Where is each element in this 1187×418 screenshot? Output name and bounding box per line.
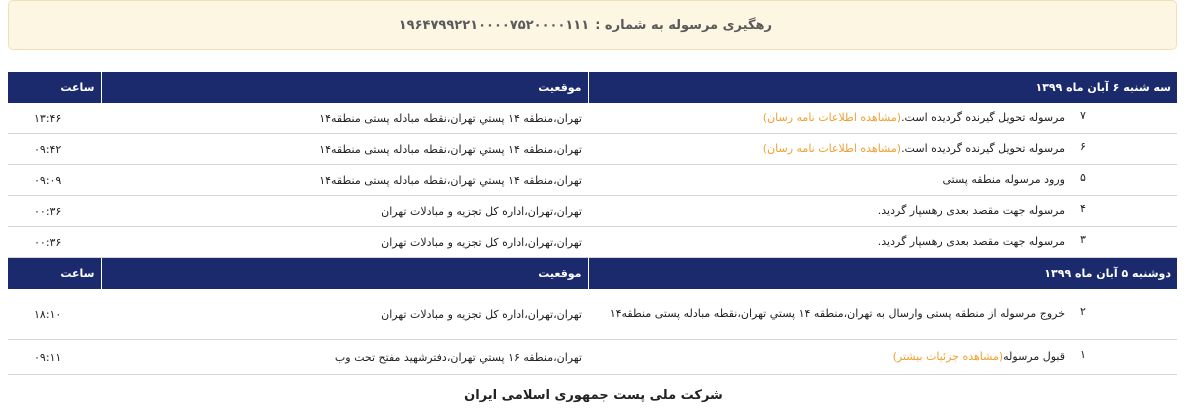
group-header (8, 258, 1177, 290)
view-more-details-link[interactable]: (مشاهده جزئیات بیشتر) (892, 350, 1004, 363)
time-header: ساعت (8, 258, 101, 290)
time-header: ساعت (8, 72, 101, 103)
row-time: ۰۹:۴۲ (8, 134, 101, 165)
footer-company-name: شرکت ملی پست جمهوری اسلامی ایران (464, 388, 723, 403)
table-row (8, 340, 1177, 375)
table-row (8, 134, 1177, 165)
row-location: تهران،تهران،اداره کل تجزیه و مبادلات تهران (101, 196, 588, 227)
row-time: ۰۹:۱۱ (8, 340, 101, 375)
row-index: ۳ (1080, 233, 1086, 246)
row-event: مرسوله جهت مقصد بعدی رهسپار گردید. (877, 204, 1065, 217)
tracking-number: ۱۹۶۴۷۹۹۲۲۱۰۰۰۰۷۵۲۰۰۰۰۱۱۱ (398, 17, 590, 33)
row-index: ۴ (1080, 202, 1086, 215)
row-index: ۲ (1080, 305, 1086, 318)
table-row (8, 289, 1177, 340)
row-time: ۰۰:۳۶ (8, 196, 101, 227)
view-carrier-info-link[interactable]: (مشاهده اطلاعات نامه رسان) (762, 142, 902, 155)
row-time: ۱۸:۱۰ (8, 289, 101, 340)
row-time: ۱۳:۴۶ (8, 103, 101, 134)
row-index: ۷ (1080, 109, 1086, 122)
row-event: مرسوله تحویل گیرنده گردیده است. (901, 142, 1065, 155)
banner-title: رهگیری مرسوله به شماره : (595, 17, 772, 33)
table-row (8, 165, 1177, 196)
table-row (8, 227, 1177, 258)
location-header: موقعیت (101, 258, 588, 290)
table-row (8, 196, 1177, 227)
tracking-banner (8, 0, 1177, 50)
row-event: قبول مرسوله (1003, 350, 1065, 363)
view-carrier-info-link[interactable]: (مشاهده اطلاعات نامه رسان) (762, 111, 902, 124)
row-location: تهران،تهران،اداره کل تجزیه و مبادلات تهران (101, 227, 588, 258)
row-event: مرسوله جهت مقصد بعدی رهسپار گردید. (877, 235, 1065, 248)
row-index: ۵ (1080, 171, 1086, 184)
row-index: ۱ (1080, 348, 1086, 361)
row-index: ۶ (1080, 140, 1086, 153)
row-event: ورود مرسوله منطقه پستی (942, 173, 1065, 186)
table-row (8, 103, 1177, 134)
row-location: تهران،منطقه ۱۴ پستي تهران،نقطه مبادله پستی منطقه۱۴ (101, 165, 588, 196)
tracking-table (8, 72, 1177, 375)
location-header: موقعیت (101, 72, 588, 103)
row-location: تهران،منطقه ۱۴ پستي تهران،نقطه مبادله پستی منطقه۱۴ (101, 103, 588, 134)
row-location: تهران،تهران،اداره کل تجزیه و مبادلات تهران (101, 289, 588, 340)
row-location: تهران،منطقه ۱۶ پستي تهران،دفترشهید مفتح تحت وب (101, 340, 588, 375)
row-time: ۰۰:۳۶ (8, 227, 101, 258)
row-location: تهران،منطقه ۱۴ پستي تهران،نقطه مبادله پستی منطقه۱۴ (101, 134, 588, 165)
row-event: خروج مرسوله از منطقه پستی وارسال به تهران،منطقه ۱۴ پستي تهران،نقطه مبادله پستی منطقه۱۴ (609, 307, 1065, 320)
group-date: سه شنبه ۶ آبان ماه ۱۳۹۹ (588, 72, 1177, 103)
group-header (8, 72, 1177, 103)
row-event: مرسوله تحویل گیرنده گردیده است. (901, 111, 1065, 124)
group-date: دوشنبه ۵ آبان ماه ۱۳۹۹ (588, 258, 1177, 290)
row-time: ۰۹:۰۹ (8, 165, 101, 196)
